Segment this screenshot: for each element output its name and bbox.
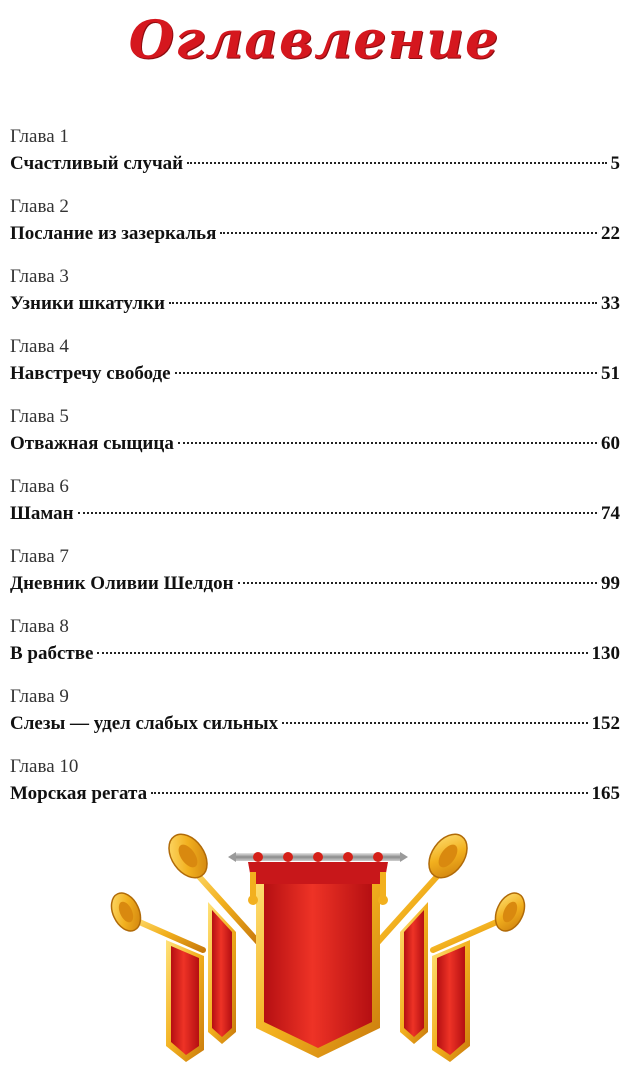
chapter-label: Глава 6 — [10, 476, 69, 497]
pennant-right-inner-icon — [400, 902, 428, 1044]
chapter-title: Дневник Оливии Шелдон — [10, 573, 234, 594]
page-title: Оглавление — [128, 10, 500, 71]
toc-entry[interactable] — [10, 124, 620, 194]
page-number: 152 — [591, 713, 620, 734]
chapter-label: Глава 1 — [10, 126, 69, 147]
chapter-row[interactable] — [10, 640, 620, 668]
dot-leader — [175, 372, 597, 374]
toc-entry[interactable] — [10, 334, 620, 404]
dot-leader — [187, 162, 606, 164]
page-number: 165 — [591, 783, 620, 804]
toc-entry[interactable] — [10, 544, 620, 614]
chapter-label: Глава 4 — [10, 336, 69, 357]
table-of-contents — [10, 124, 620, 824]
page-number: 74 — [601, 503, 620, 524]
toc-entry[interactable] — [10, 194, 620, 264]
pennant-right-outer-icon — [432, 940, 470, 1062]
chapter-label: Глава 9 — [10, 686, 69, 707]
trumpets-banner-emblem-icon — [108, 832, 528, 1068]
toc-entry[interactable] — [10, 684, 620, 754]
chapter-row[interactable] — [10, 150, 620, 178]
chapter-title: В рабстве — [10, 643, 94, 664]
toc-entry[interactable] — [10, 754, 620, 824]
toc-entry[interactable] — [10, 614, 620, 684]
chapter-label: Глава 10 — [10, 756, 79, 777]
chapter-row[interactable] — [10, 430, 620, 458]
trumpet-left-outer-icon — [108, 888, 203, 950]
page-number: 51 — [601, 363, 620, 384]
chapter-title: Отважная сыщица — [10, 433, 174, 454]
page-number: 5 — [610, 153, 620, 174]
chapter-title: Морская регата — [10, 783, 148, 804]
chapter-row[interactable] — [10, 220, 620, 248]
toc-entry[interactable] — [10, 264, 620, 334]
chapter-title: Слезы — удел слабых сильных — [10, 713, 279, 734]
chapter-title: Шаман — [10, 503, 74, 524]
page-number: 22 — [601, 223, 620, 244]
pennant-left-inner-icon — [208, 902, 236, 1044]
chapter-label: Глава 5 — [10, 406, 69, 427]
toc-entry[interactable] — [10, 474, 620, 544]
dot-leader — [238, 582, 597, 584]
page-number: 60 — [601, 433, 620, 454]
dot-leader — [78, 512, 597, 514]
chapter-row[interactable] — [10, 290, 620, 318]
chapter-row[interactable] — [10, 710, 620, 738]
chapter-row[interactable] — [10, 570, 620, 598]
chapter-label: Глава 3 — [10, 266, 69, 287]
toc-entry[interactable] — [10, 404, 620, 474]
chapter-label: Глава 8 — [10, 616, 69, 637]
page-number: 130 — [591, 643, 620, 664]
chapter-row[interactable] — [10, 360, 620, 388]
chapter-title: Навстречу свободе — [10, 363, 171, 384]
chapter-row[interactable] — [10, 500, 620, 528]
dot-leader — [151, 792, 587, 794]
chapter-row[interactable] — [10, 780, 620, 808]
chapter-label: Глава 2 — [10, 196, 69, 217]
trumpet-right-outer-icon — [433, 888, 528, 950]
dot-leader — [282, 722, 587, 724]
dot-leader — [178, 442, 597, 444]
page-number: 33 — [601, 293, 620, 314]
dot-leader — [97, 652, 587, 654]
pennant-left-outer-icon — [166, 940, 204, 1062]
page-number: 99 — [601, 573, 620, 594]
dot-leader — [220, 232, 597, 234]
chapter-title: Узники шкатулки — [10, 293, 165, 314]
dot-leader — [169, 302, 597, 304]
chapter-title: Послание из зазеркалья — [10, 223, 217, 244]
central-banner-icon — [228, 852, 408, 1058]
chapter-title: Счастливый случай — [10, 153, 184, 174]
chapter-label: Глава 7 — [10, 546, 69, 567]
